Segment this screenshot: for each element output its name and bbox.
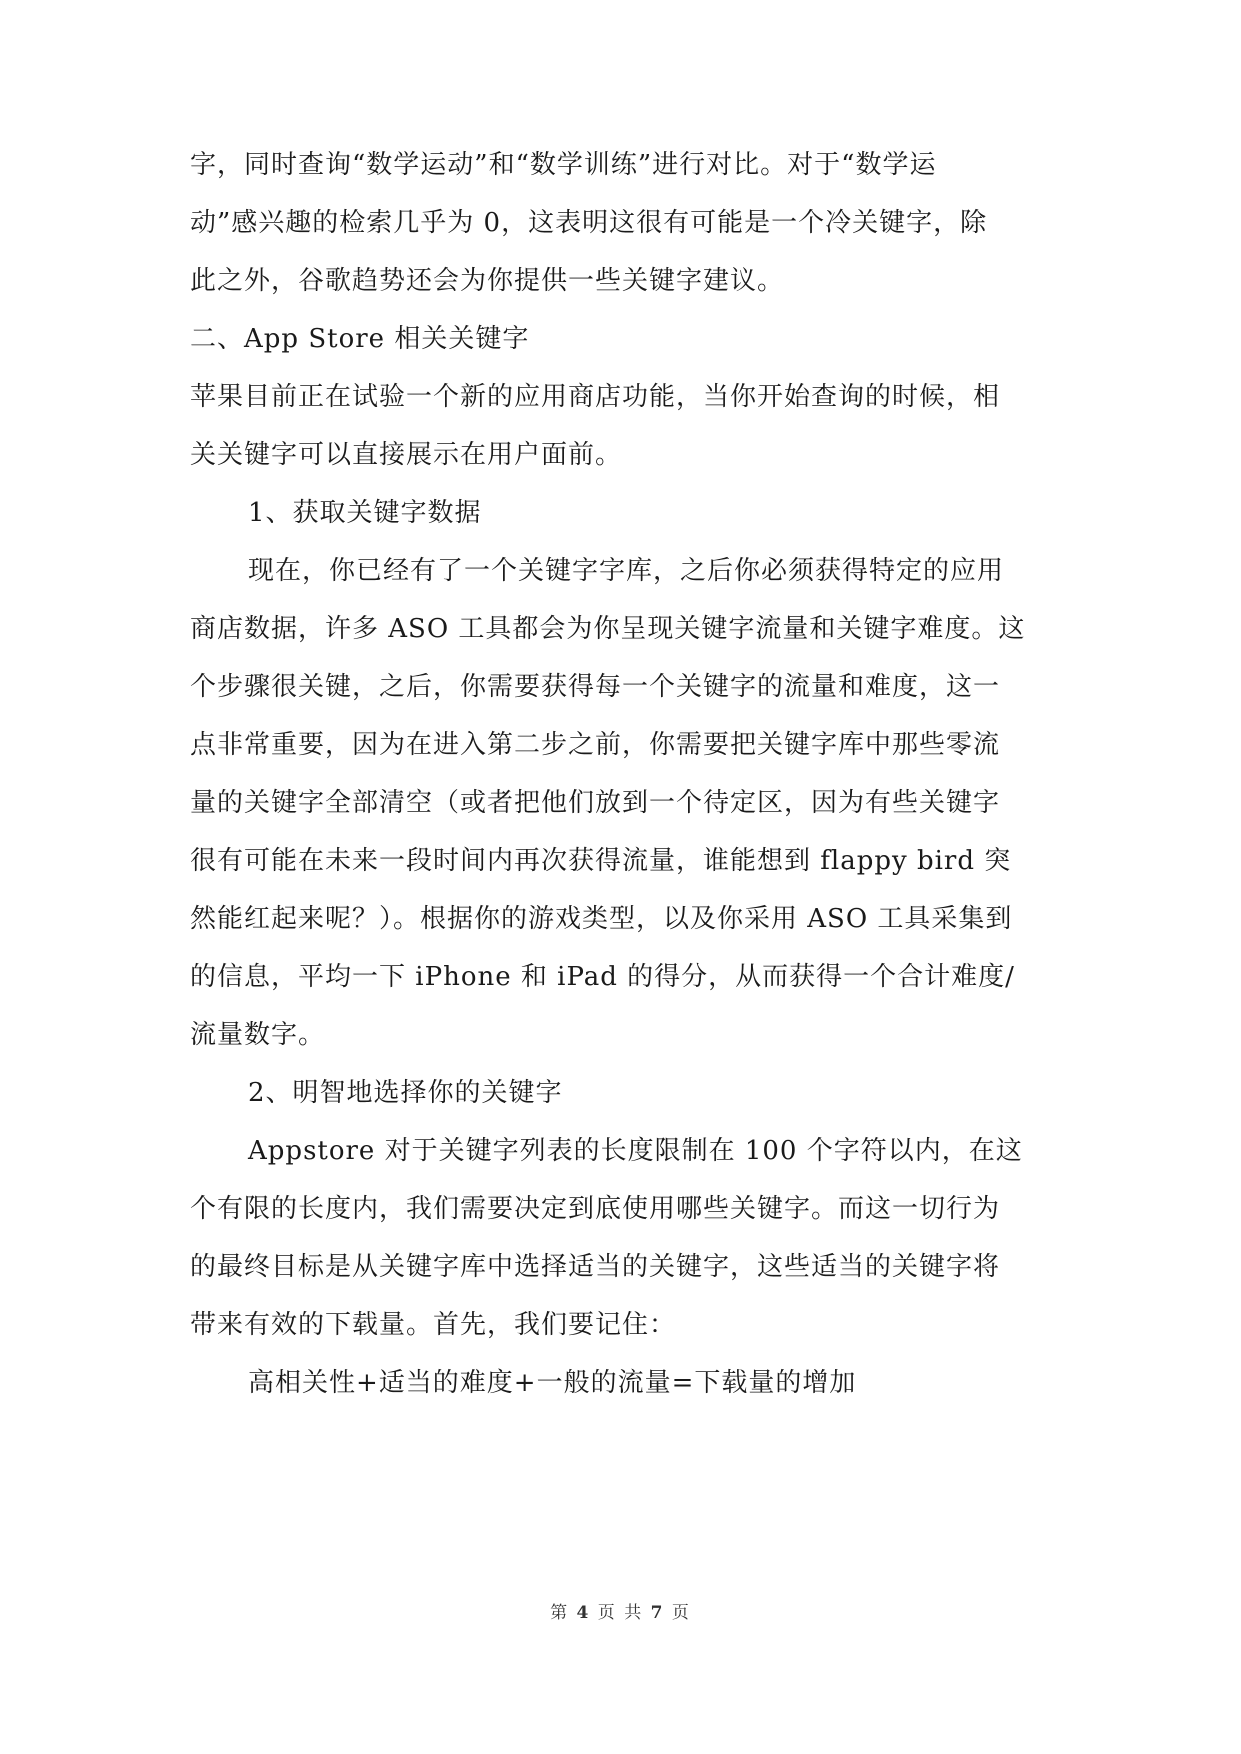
page-footer xyxy=(0,1603,1241,1623)
paragraph-line: 苹果目前正在试验一个新的应用商店功能，当你开始查询的时候，相 xyxy=(190,382,1001,412)
footer-suffix: 页 xyxy=(671,1603,691,1623)
current-page-number: 4 xyxy=(576,1603,591,1623)
paragraph-line: 商店数据，许多 ASO 工具都会为你呈现关键字流量和关键字难度。这 xyxy=(190,614,1026,644)
paragraph-line: 点非常重要，因为在进入第二步之前，你需要把关键字库中那些零流 xyxy=(190,730,1001,760)
footer-prefix: 第 xyxy=(550,1603,570,1623)
paragraph-line: 个有限的长度内，我们需要决定到底使用哪些关键字。而这一切行为 xyxy=(190,1194,1001,1224)
paragraph-line: 现在，你已经有了一个关键字字库，之后你必须获得特定的应用 xyxy=(248,556,1005,586)
paragraph-line: 很有可能在未来一段时间内再次获得流量，谁能想到 flappy bird 突 xyxy=(190,846,1012,876)
paragraph-line: 此之外，谷歌趋势还会为你提供一些关键字建议。 xyxy=(190,266,785,296)
section-heading: 二、App Store 相关关键字 xyxy=(190,324,530,354)
paragraph-line: 流量数字。 xyxy=(190,1020,326,1050)
paragraph-line: 字，同时查询“数学运动”和“数学训练”进行对比。对于“数学运 xyxy=(190,150,937,180)
subheading: 1、获取关键字数据 xyxy=(248,498,482,528)
formula-line: 高相关性+适当的难度+一般的流量=下载量的增加 xyxy=(248,1368,857,1398)
paragraph-line: 量的关键字全部清空（或者把他们放到一个待定区，因为有些关键字 xyxy=(190,788,1001,818)
paragraph-line: 个步骤很关键，之后，你需要获得每一个关键字的流量和难度，这一 xyxy=(190,672,1001,702)
paragraph-line: 带来有效的下载量。首先，我们要记住： xyxy=(190,1310,677,1340)
paragraph-line: 然能红起来呢？）。根据你的游戏类型，以及你采用 ASO 工具采集到 xyxy=(190,904,1013,934)
footer-middle: 页 共 xyxy=(597,1603,644,1623)
paragraph-line: 的信息，平均一下 iPhone 和 iPad 的得分，从而获得一个合计难度/ xyxy=(190,962,1015,992)
subheading: 2、明智地选择你的关键字 xyxy=(248,1078,563,1108)
paragraph-line: 动”感兴趣的检索几乎为 0，这表明这很有可能是一个冷关键字，除 xyxy=(190,208,988,238)
paragraph-line: 的最终目标是从关键字库中选择适当的关键字，这些适当的关键字将 xyxy=(190,1252,1001,1282)
paragraph-line: 关关键字可以直接展示在用户面前。 xyxy=(190,440,623,470)
paragraph-line: Appstore 对于关键字列表的长度限制在 100 个字符以内，在这 xyxy=(248,1136,1023,1166)
total-page-number: 7 xyxy=(650,1603,665,1623)
